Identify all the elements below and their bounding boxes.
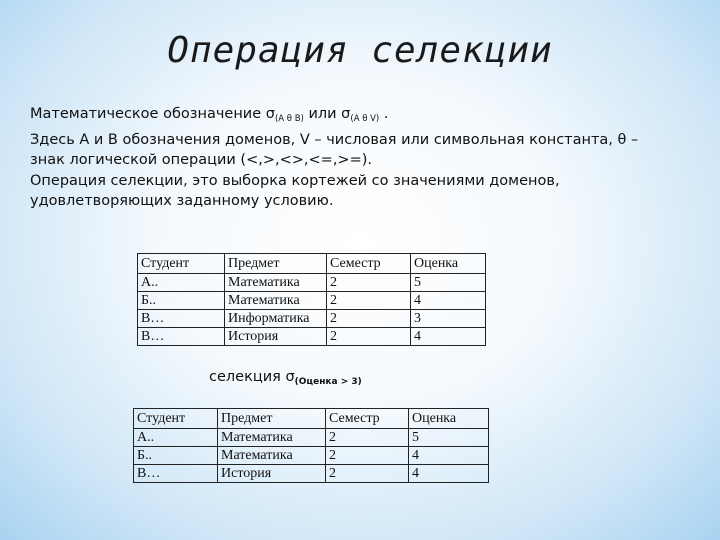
cell-grade: 4 bbox=[411, 328, 486, 346]
cell-subject: История bbox=[218, 465, 326, 483]
definition-line-1: Операция селекции, это выборка кортежей со значениями доменов, bbox=[30, 172, 560, 189]
cell-semester: 2 bbox=[327, 274, 411, 292]
source-table bbox=[137, 253, 486, 346]
cell-subject: История bbox=[225, 328, 327, 346]
description-paragraph bbox=[30, 104, 700, 212]
header-subject: Предмет bbox=[218, 409, 326, 429]
selection-caption bbox=[209, 369, 362, 387]
notation-subscript-2: (A θ V) bbox=[350, 114, 380, 124]
cell-subject: Математика bbox=[225, 274, 327, 292]
table-header-row bbox=[134, 409, 489, 429]
cell-semester: 2 bbox=[327, 328, 411, 346]
cell-student: В… bbox=[134, 465, 218, 483]
cell-student: В… bbox=[138, 310, 225, 328]
cell-grade: 4 bbox=[411, 292, 486, 310]
cell-student: А.. bbox=[138, 274, 225, 292]
selection-caption-text: селекция σ bbox=[209, 369, 295, 385]
notation-subscript-1: (A θ B) bbox=[274, 114, 304, 124]
definition-line-2: удовлетворяющих заданному условию. bbox=[30, 193, 334, 209]
header-semester: Семестр bbox=[326, 409, 409, 429]
table-row bbox=[134, 447, 489, 465]
cell-student: Б.. bbox=[134, 447, 218, 465]
table-row bbox=[138, 292, 486, 310]
table-row bbox=[134, 429, 489, 447]
table-row bbox=[138, 328, 486, 346]
selection-condition: (Оценка > 3) bbox=[294, 377, 362, 387]
cell-grade: 5 bbox=[411, 274, 486, 292]
notation-or: или σ bbox=[303, 106, 351, 122]
cell-semester: 2 bbox=[326, 429, 409, 447]
result-table bbox=[133, 408, 489, 483]
cell-grade: 4 bbox=[409, 447, 489, 465]
header-semester: Семестр bbox=[327, 254, 411, 274]
table-row bbox=[134, 465, 489, 483]
notation-line bbox=[30, 104, 700, 130]
cell-grade: 4 bbox=[409, 465, 489, 483]
table-row bbox=[138, 274, 486, 292]
header-grade: Оценка bbox=[411, 254, 486, 274]
cell-student: Б.. bbox=[138, 292, 225, 310]
cell-semester: 2 bbox=[327, 310, 411, 328]
cell-subject: Математика bbox=[218, 429, 326, 447]
header-student: Студент bbox=[134, 409, 218, 429]
cell-semester: 2 bbox=[326, 447, 409, 465]
cell-subject: Информатика bbox=[225, 310, 327, 328]
slide-title: Операция селекции bbox=[167, 30, 553, 71]
cell-subject: Математика bbox=[218, 447, 326, 465]
cell-grade: 3 bbox=[411, 310, 486, 328]
cell-subject: Математика bbox=[225, 292, 327, 310]
operators-line: знак логической операции (<,>,<>,<=,>=). bbox=[30, 152, 372, 168]
domains-line: Здесь A и B обозначения доменов, V – числовая или символьная константа, θ – bbox=[30, 131, 639, 148]
header-grade: Оценка bbox=[409, 409, 489, 429]
notation-end: . bbox=[379, 106, 389, 122]
header-subject: Предмет bbox=[225, 254, 327, 274]
cell-student: В… bbox=[138, 328, 225, 346]
cell-semester: 2 bbox=[326, 465, 409, 483]
table-header-row bbox=[138, 254, 486, 274]
notation-text: Математическое обозначение σ bbox=[30, 106, 275, 122]
cell-grade: 5 bbox=[409, 429, 489, 447]
table-row bbox=[138, 310, 486, 328]
cell-student: А.. bbox=[134, 429, 218, 447]
header-student: Студент bbox=[138, 254, 225, 274]
cell-semester: 2 bbox=[327, 292, 411, 310]
